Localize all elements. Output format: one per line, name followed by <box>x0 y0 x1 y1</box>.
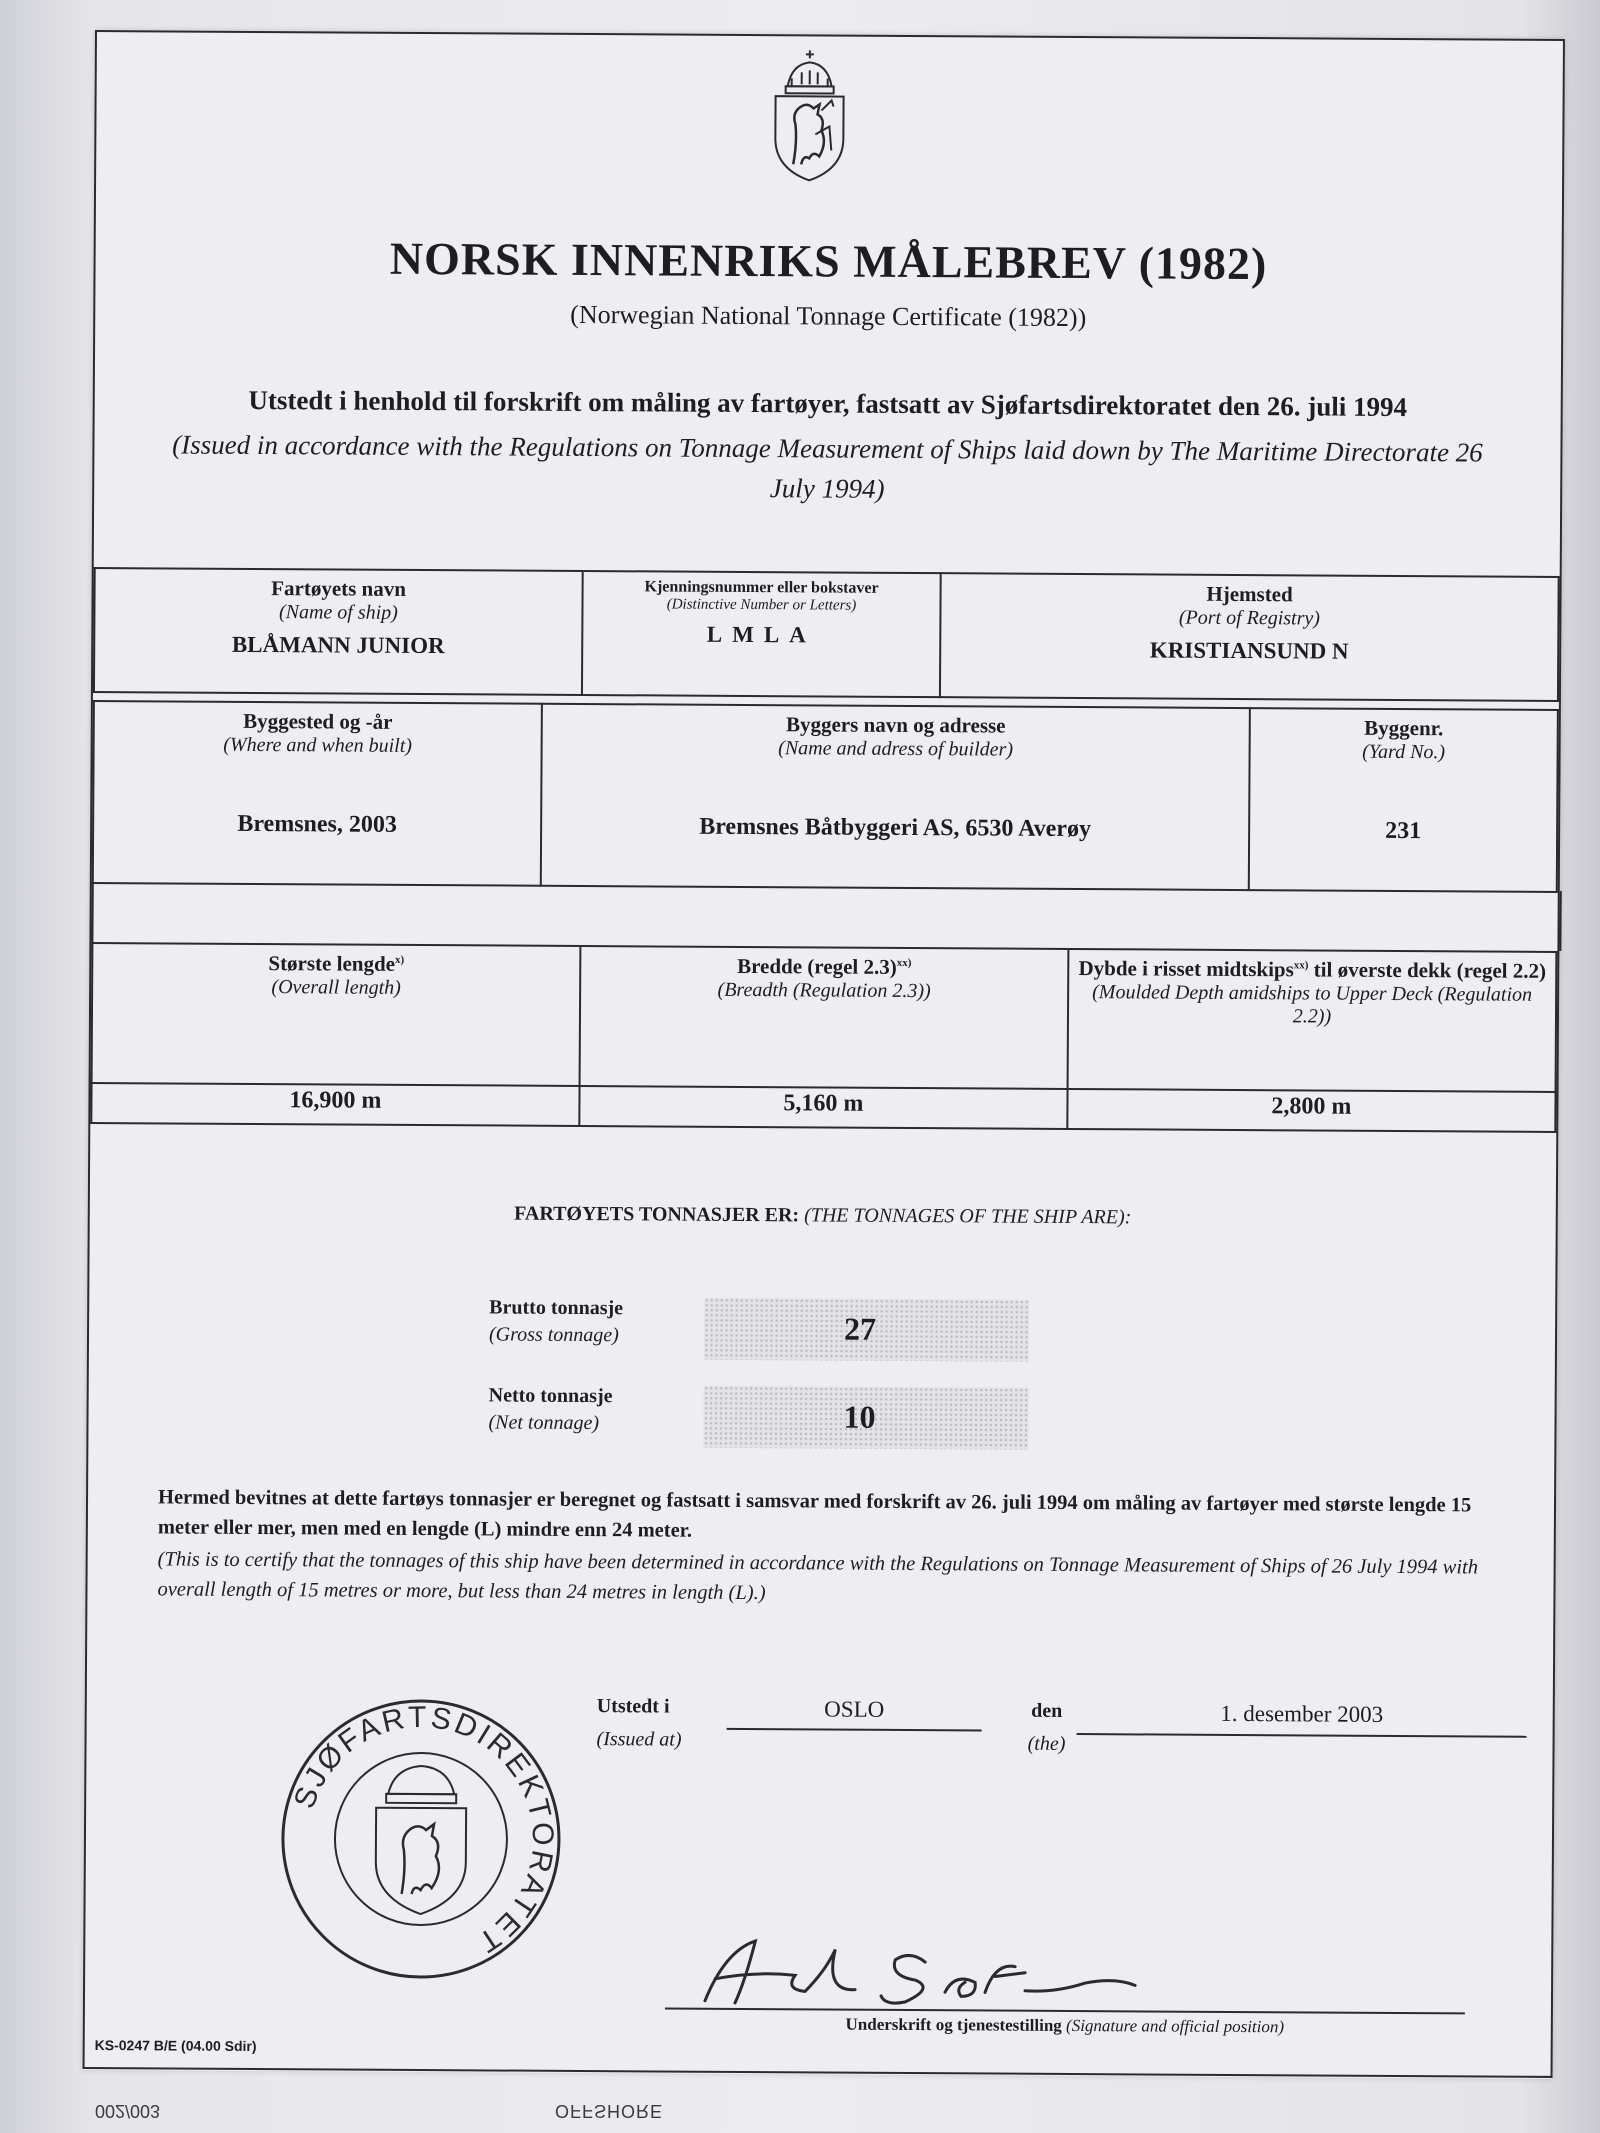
tonnage-heading: FARTØYETS TONNASJER ER: (THE TONNAGES OF THE SHIP ARE): <box>514 1202 1132 1229</box>
distinctive-number-label: Kjenningsnummer eller bokstaver <box>644 578 879 597</box>
form-code: KS-0247 B/E (04.00 Sdir) <box>94 2037 257 2055</box>
certificate-frame <box>83 30 1565 2078</box>
port-of-registry-cell <box>940 573 1559 701</box>
port-of-registry-value: KRISTIANSUND N <box>1149 637 1349 664</box>
signature-label: Underskrift og tjenestestilling (Signature and official position) <box>845 2014 1285 2037</box>
length-value: 16,900 m <box>289 1087 382 1114</box>
build-place-label: Byggested og -år <box>243 708 393 734</box>
issued-at-label: Utstedt i <box>596 1695 670 1718</box>
ship-name-label: Fartøyets navn <box>271 576 407 601</box>
breadth-label-en: (Breadth (Regulation 2.3)) <box>717 978 931 1003</box>
builder-label: Byggers navn og adresse <box>785 712 1006 738</box>
issued-at-label-group <box>596 1695 681 1752</box>
signature-icon <box>685 1931 1445 2016</box>
certification-text-english: (This is to certify that the tonnages of this ship have been determined in accordance with the Regulations on Tonnage Measurement of Ships of 26 July 1994 with overall length of 15 metres or more, but less than 24 metres in length (L).) <box>157 1548 1479 1605</box>
build-place-value: Bremsnes, 2003 <box>237 810 398 838</box>
build-place-label-en: (Where and when built) <box>223 733 413 757</box>
svg-text:SJØFARTSDIREKTORATET: SJØFARTSDIREKTORATET <box>287 1700 560 1960</box>
yard-number-cell <box>1249 708 1558 892</box>
mirrored-offshore-text: OFFSHORE <box>555 2101 664 2121</box>
ship-name-label-en: (Name of ship) <box>278 601 398 624</box>
issued-under-norwegian: Utstedt i henhold til forskrift om måling av fartøyer, fastsatt av Sjøfartsdirektoratet den 26. juli 1994 <box>248 384 1408 423</box>
ship-name-value: BLÅMANN JUNIOR <box>231 631 445 659</box>
issued-at-line <box>727 1728 982 1732</box>
ship-name-cell <box>94 568 583 695</box>
issue-date-value: 1. desember 2003 <box>1220 1700 1384 1727</box>
depth-label: Dybde i risset midtskips$^{xx)}$ til øverste dekk (regel 2.2) <box>1078 956 1547 983</box>
blank-row <box>91 882 1561 951</box>
gross-tonnage-label-en: (Gross tonnage) <box>488 1323 619 1347</box>
port-of-registry-label: Hjemsted <box>1206 581 1293 607</box>
length-cell <box>92 943 581 1086</box>
breadth-value: 5,160 m <box>783 1090 864 1117</box>
depth-cell <box>1068 949 1557 1092</box>
issued-under-english: (Issued in accordance with the Regulations on Tonnage Measurement of Ships laid down by The Maritime Directorate 26 July 1994) <box>172 429 1483 504</box>
distinctive-number-value: LMLA <box>706 621 816 648</box>
yard-number-label: Byggenr. <box>1364 715 1444 741</box>
net-tonnage-box <box>703 1386 1028 1450</box>
net-tonnage-row <box>488 1384 1188 1468</box>
builder-cell <box>541 704 1250 890</box>
yard-number-label-en: (Yard No.) <box>1362 740 1446 764</box>
mirrored-page-number: 002/003 <box>95 2101 161 2121</box>
issue-date-line <box>1077 1733 1527 1738</box>
gross-tonnage-row <box>489 1296 1189 1380</box>
gross-tonnage-value: 27 <box>843 1310 877 1347</box>
certification-text-norwegian: Hermed bevitnes at dette fartøys tonnasjer er beregnet og fastsatt i samsvar med forskrift av 26. juli 1994 om måling av fartøyer med største lengde 15 meter eller mer, men med en lengde (L) mindre enn 24 meter. <box>157 1486 1472 1542</box>
breadth-value-cell <box>579 1086 1067 1129</box>
net-tonnage-label: Netto tonnasje <box>488 1384 613 1408</box>
document-subtitle: (Norwegian National Tonnage Certificate (1982)) <box>570 299 1087 333</box>
gross-tonnage-box <box>704 1298 1029 1362</box>
builder-label-en: (Name and adress of builder) <box>778 737 1014 761</box>
gross-tonnage-label: Brutto tonnasje <box>489 1296 624 1320</box>
breadth-label: Bredde (regel 2.3)$^{xx)}$ <box>737 953 912 979</box>
build-info-table <box>92 700 1559 893</box>
length-value-cell <box>91 1083 579 1126</box>
ship-identity-table <box>93 567 1560 702</box>
port-of-registry-label-en: (Port of Registry) <box>1178 606 1321 630</box>
builder-value: Bremsnes Båtbyggeri AS, 6530 Averøy <box>699 813 1092 843</box>
net-tonnage-value: 10 <box>843 1398 876 1435</box>
build-place-cell <box>93 701 542 886</box>
net-tonnage-label-en: (Net tonnage) <box>488 1411 600 1435</box>
certificate-sheet <box>83 30 1565 2079</box>
official-seal-icon <box>275 1693 567 1985</box>
issue-date-label: den <box>1031 1699 1063 1722</box>
depth-value-cell <box>1067 1089 1555 1132</box>
yard-number-value: 231 <box>1385 817 1422 845</box>
distinctive-number-label-en: (Distinctive Number or Letters) <box>666 596 857 614</box>
coat-of-arms-icon <box>761 46 858 187</box>
document-title: NORSK INNENRIKS MÅLEBREV (1982) <box>389 232 1268 290</box>
issue-date-label-en: (the) <box>1027 1732 1066 1755</box>
distinctive-number-cell <box>582 571 941 697</box>
depth-label-en: (Moulded Depth amidships to Upper Deck (Regulation 2.2)) <box>1092 981 1533 1028</box>
dimensions-table <box>90 942 1557 1133</box>
issued-at-label-en: (Issued at) <box>596 1728 682 1751</box>
depth-value: 2,800 m <box>1271 1093 1352 1120</box>
length-label-en: (Overall length) <box>271 976 401 999</box>
breadth-cell <box>580 946 1069 1089</box>
issued-at-value: OSLO <box>824 1696 885 1722</box>
length-label: Største lengde$^{x)}$ <box>268 951 405 976</box>
